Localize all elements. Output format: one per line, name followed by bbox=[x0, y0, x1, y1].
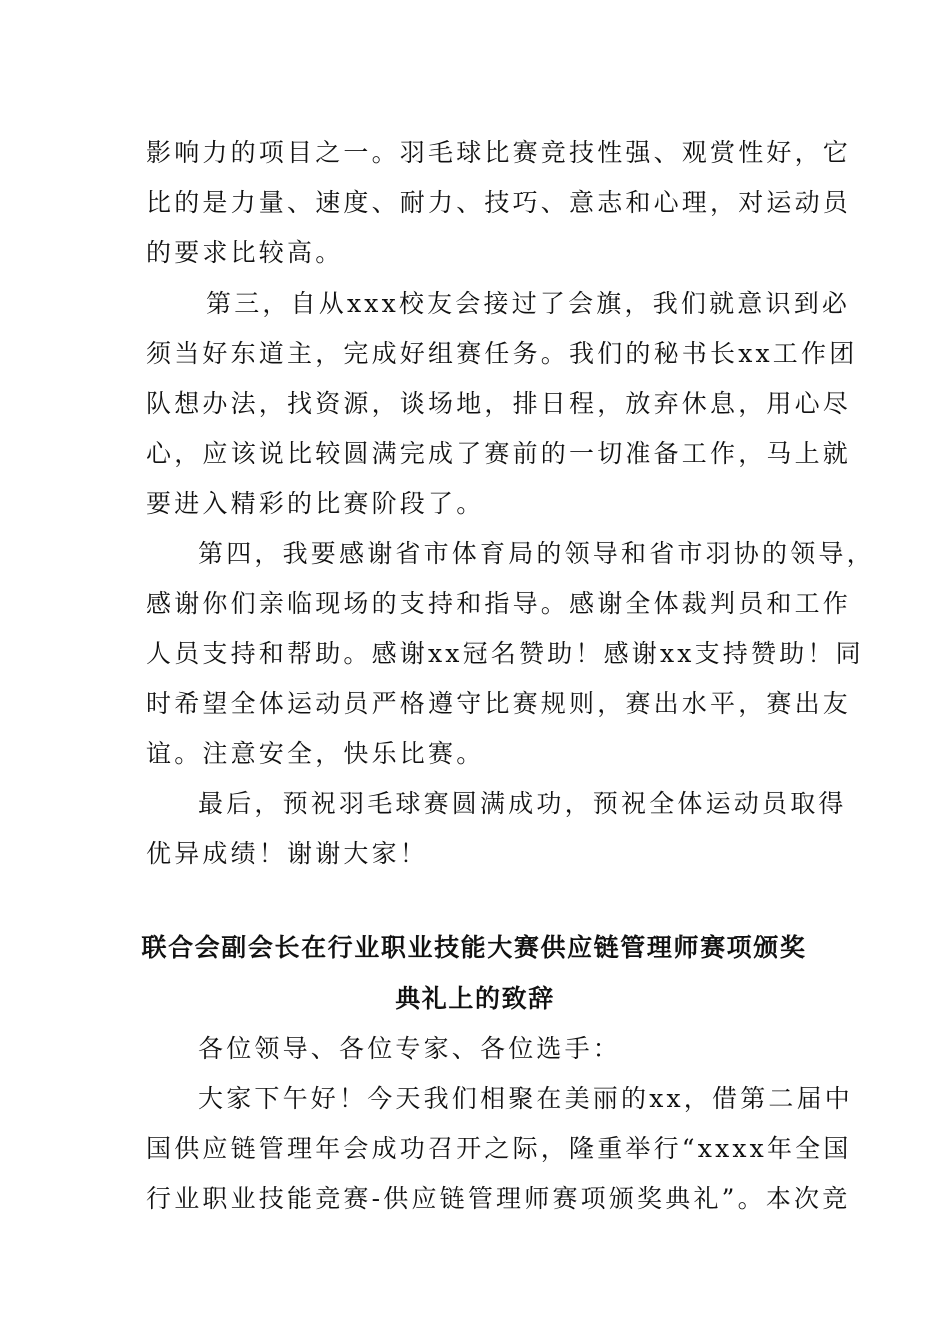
body-line: 谊。注意安全，快乐比赛。 bbox=[146, 739, 485, 768]
title-line-2: 典礼上的致辞 bbox=[395, 984, 555, 1013]
body-line: 心，应该说比较圆满完成了赛前的一切准备工作，马上就 bbox=[146, 439, 852, 468]
body-line: 影响力的项目之一。羽毛球比赛竞技性强、观赏性好，它 bbox=[146, 138, 852, 167]
body-line: 优异成绩！谢谢大家！ bbox=[146, 839, 429, 868]
body-line: 感谢你们亲临现场的支持和指导。感谢全体裁判员和工作 bbox=[146, 589, 852, 618]
paragraph-fourth: 第四，我要感谢省市体育局的领导和省市羽协的领导， bbox=[198, 539, 875, 568]
body-line: 队想办法，找资源，谈场地，排日程，放弃休息，用心尽 bbox=[146, 389, 852, 418]
body-line: 的要求比较高。 bbox=[146, 238, 344, 267]
body-line: 须当好东道主，完成好组赛任务。我们的秘书长xx工作团 bbox=[146, 339, 858, 368]
body-line: 行业职业技能竞赛-供应链管理师赛项颁奖典礼”。本次竞 bbox=[146, 1184, 851, 1213]
body-line: 时希望全体运动员严格遵守比赛规则，赛出水平，赛出友 bbox=[146, 689, 852, 718]
body-line: 大家下午好！今天我们相聚在美丽的xx，借第二届中 bbox=[198, 1084, 854, 1113]
salutation: 各位领导、各位专家、各位选手： bbox=[198, 1034, 622, 1063]
paragraph-finally: 最后，预祝羽毛球赛圆满成功，预祝全体运动员取得 bbox=[198, 789, 847, 818]
body-line: 要进入精彩的比赛阶段了。 bbox=[146, 489, 485, 518]
body-line: 人员支持和帮助。感谢xx冠名赞助！感谢xx支持赞助！同 bbox=[146, 639, 864, 668]
body-line: 比的是力量、速度、耐力、技巧、意志和心理，对运动员 bbox=[146, 188, 852, 217]
title-line-1: 联合会副会长在行业职业技能大赛供应链管理师赛项颁奖 bbox=[141, 933, 807, 962]
body-line: 国供应链管理年会成功召开之际，隆重举行“xxxx年全国 bbox=[146, 1134, 852, 1163]
paragraph-third: 第三，自从xxx校友会接过了会旗，我们就意识到必 bbox=[206, 289, 851, 318]
